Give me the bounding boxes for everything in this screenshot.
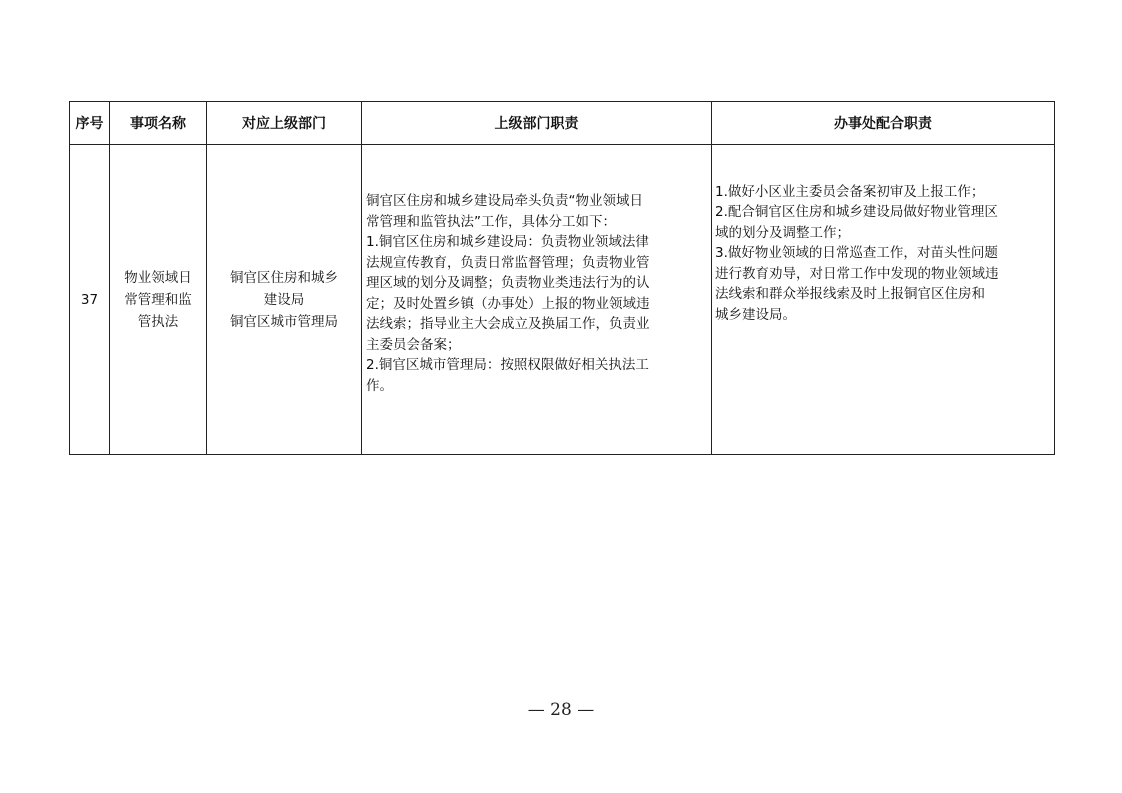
department-line: 铜官区住房和城乡 <box>230 269 338 286</box>
superior-duty-cell <box>362 145 712 455</box>
office-duty-line: 2.配合铜官区住房和城乡建设局做好物业管理区 <box>715 204 998 221</box>
superior-duty-line: 定；及时处置乡镇（办事处）上报的物业领域违 <box>366 295 650 312</box>
item-name-line: 常管理和监 <box>124 291 192 308</box>
office-duty-line: 1.做好小区业主委员会备案初审及上报工作； <box>715 183 985 200</box>
department-cell <box>207 145 362 455</box>
office-duty-line: 城乡建设局。 <box>715 306 796 323</box>
superior-duty-line: 理区域的划分及调整；负责物业类违法行为的认 <box>366 275 650 291</box>
header-superior-duty: 上级部门职责 <box>362 102 712 145</box>
item-name-line: 物业领域日 <box>124 269 192 286</box>
office-duty-line: 3.做好物业领域的日常巡查工作，对苗头性问题 <box>715 245 998 262</box>
superior-duty-line: 常管理和监管执法”工作，具体分工如下： <box>366 213 616 230</box>
page-number: — 28 — <box>527 700 595 720</box>
department-line: 建设局 <box>263 291 305 308</box>
office-duty-line: 域的划分及调整工作； <box>715 224 850 241</box>
superior-duty-line: 法规宣传教育，负责日常监督管理；负责物业管 <box>366 254 650 271</box>
superior-duty-line: 作。 <box>366 377 393 394</box>
header-number: 序号 <box>70 102 110 145</box>
table-row <box>70 145 1055 455</box>
department-line: 铜官区城市管理局 <box>230 313 338 330</box>
row-number: 37 <box>70 145 110 455</box>
duty-table <box>69 101 1055 455</box>
superior-duty-line: 铜官区住房和城乡建设局牵头负责“物业领域日 <box>366 193 643 209</box>
office-duty-line: 法线索和群众举报线索及时上报铜官区住房和 <box>715 286 985 303</box>
superior-duty-line: 2.铜官区城市管理局：按照权限做好相关执法工 <box>366 357 649 373</box>
header-office-duty: 办事处配合职责 <box>712 102 1055 145</box>
item-name-cell <box>110 145 207 455</box>
superior-duty-line: 法线索；指导业主大会成立及换届工作，负责业 <box>366 316 650 332</box>
superior-duty-line: 1.铜官区住房和城乡建设局：负责物业领域法律 <box>366 234 649 250</box>
header-department: 对应上级部门 <box>207 102 362 145</box>
header-item-name: 事项名称 <box>110 102 207 145</box>
office-duty-line: 进行教育劝导，对日常工作中发现的物业领域违 <box>715 265 999 282</box>
superior-duty-line: 主委员会备案； <box>366 336 461 353</box>
header-row <box>70 102 1055 145</box>
office-duty-cell <box>712 145 1055 455</box>
item-name-line: 管执法 <box>137 313 179 330</box>
